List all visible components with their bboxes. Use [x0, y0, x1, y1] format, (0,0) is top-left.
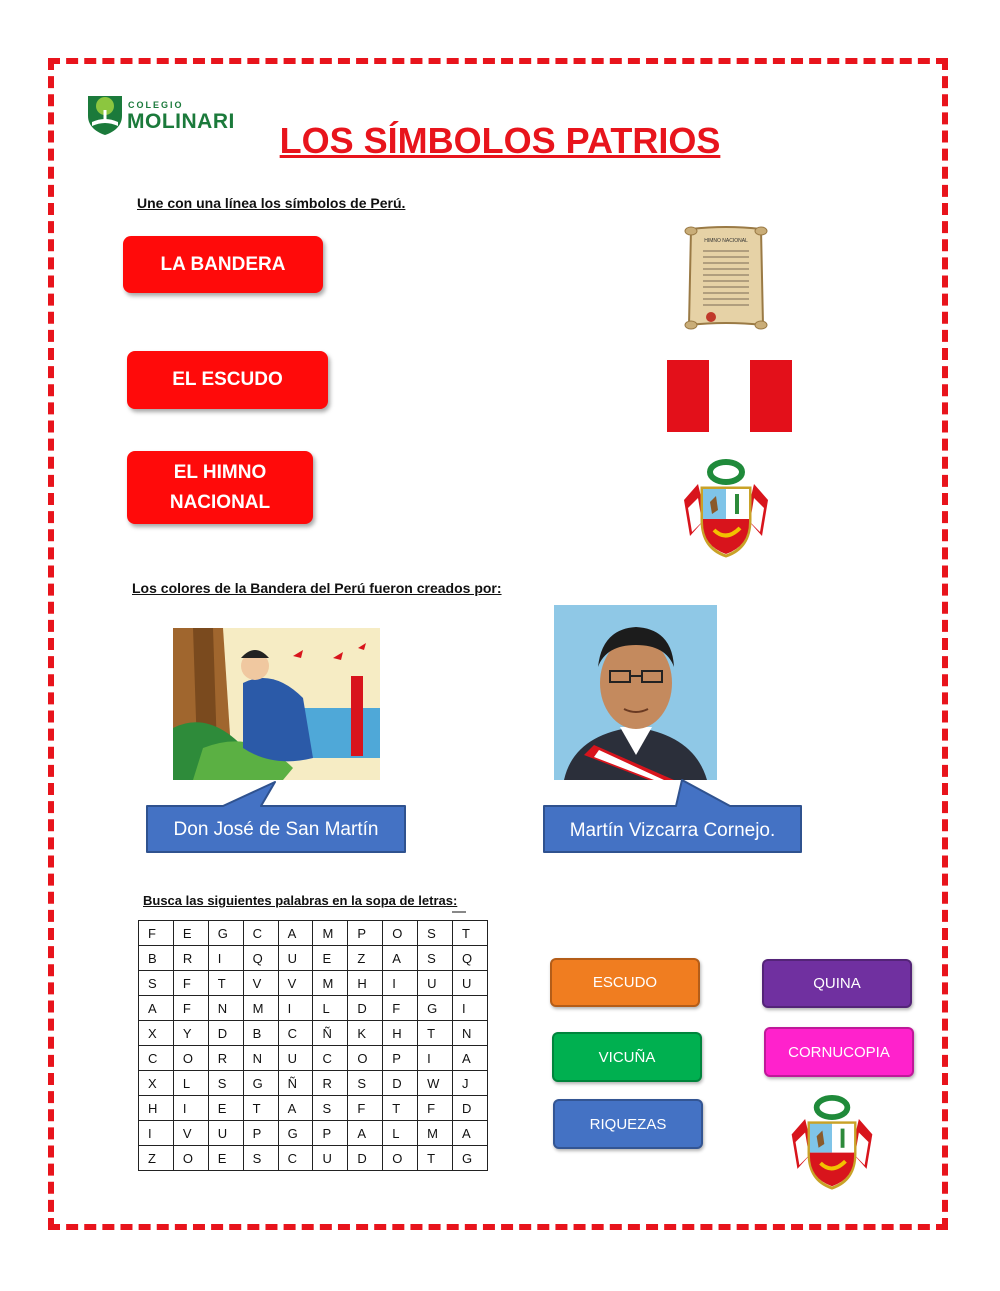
label-text: LA BANDERA [160, 253, 286, 275]
matching-instruction: Une con una línea los símbolos de Perú. [137, 195, 406, 211]
grid-cell[interactable]: J [453, 1071, 488, 1096]
grid-cell[interactable]: C [278, 1021, 313, 1046]
grid-cell[interactable]: V [173, 1121, 208, 1146]
grid-cell[interactable]: D [348, 996, 383, 1021]
grid-cell[interactable]: A [348, 1121, 383, 1146]
grid-cell[interactable]: H [348, 971, 383, 996]
word-label: QUINA [813, 975, 861, 992]
grid-cell[interactable]: M [243, 996, 278, 1021]
grid-cell[interactable]: Y [173, 1021, 208, 1046]
grid-cell[interactable]: L [173, 1071, 208, 1096]
grid-cell[interactable]: C [313, 1046, 348, 1071]
grid-cell[interactable]: D [348, 1146, 383, 1171]
grid-cell[interactable]: U [313, 1146, 348, 1171]
flag-creator-question: Los colores de la Bandera del Perú fueron creados por: [132, 580, 502, 596]
grid-cell[interactable]: T [453, 921, 488, 946]
grid-row [139, 1146, 488, 1171]
grid-cell[interactable]: F [418, 1096, 453, 1121]
word-cornucopia[interactable] [764, 1027, 914, 1077]
grid-cell[interactable]: T [243, 1096, 278, 1121]
grid-cell[interactable]: U [278, 1046, 313, 1071]
coat-of-arms-icon[interactable] [676, 458, 776, 560]
grid-cell[interactable]: P [383, 1046, 418, 1071]
grid-cell[interactable]: E [173, 921, 208, 946]
word-search-instruction: Busca las siguientes palabras en la sopa de letras: [143, 893, 458, 908]
grid-cell[interactable]: U [278, 946, 313, 971]
grid-cell[interactable]: U [208, 1121, 243, 1146]
grid-cell[interactable]: P [313, 1121, 348, 1146]
label-el-himno-nacional[interactable] [127, 451, 313, 524]
grid-cell[interactable]: I [173, 1096, 208, 1121]
san-martin-illustration[interactable] [173, 628, 380, 780]
grid-cell[interactable]: E [208, 1096, 243, 1121]
grid-cell[interactable]: I [453, 996, 488, 1021]
grid-cell[interactable]: U [453, 971, 488, 996]
page-title: LOS SÍMBOLOS PATRIOS [279, 120, 721, 161]
grid-cell[interactable]: T [418, 1021, 453, 1046]
grid-cell[interactable]: O [383, 921, 418, 946]
grid-row [139, 971, 488, 996]
logo-name: MOLINARI [127, 110, 235, 133]
grid-cell[interactable]: A [278, 921, 313, 946]
grid-cell[interactable]: F [383, 996, 418, 1021]
grid-cell[interactable]: R [313, 1071, 348, 1096]
word-label: RIQUEZAS [589, 1115, 667, 1133]
grid-cell[interactable]: W [418, 1071, 453, 1096]
grid-cell[interactable]: X [139, 1071, 174, 1096]
grid-cell[interactable]: A [278, 1096, 313, 1121]
grid-cell[interactable]: P [348, 921, 383, 946]
grid-cell[interactable]: A [453, 1046, 488, 1071]
word-escudo[interactable] [550, 958, 700, 1007]
logo-small-text: COLEGIO [128, 100, 184, 110]
grid-cell[interactable]: G [418, 996, 453, 1021]
grid-cell[interactable]: S [139, 971, 174, 996]
grid-cell[interactable]: O [383, 1146, 418, 1171]
grid-cell[interactable]: Z [348, 946, 383, 971]
grid-cell[interactable]: C [139, 1046, 174, 1071]
grid-cell[interactable]: A [453, 1121, 488, 1146]
grid-cell[interactable]: I [208, 946, 243, 971]
grid-cell[interactable]: A [383, 946, 418, 971]
grid-cell[interactable]: C [243, 921, 278, 946]
word-search-grid[interactable] [138, 920, 488, 1171]
word-label: CORNUCOPIA [788, 1043, 890, 1061]
grid-cell[interactable]: B [139, 946, 174, 971]
grid-cell[interactable]: E [208, 1146, 243, 1171]
grid-cell[interactable]: V [243, 971, 278, 996]
grid-cell[interactable]: I [418, 1046, 453, 1071]
grid-row [139, 1071, 488, 1096]
word-label: VICUÑA [598, 1048, 656, 1066]
grid-cell[interactable]: P [243, 1121, 278, 1146]
grid-cell[interactable]: I [383, 971, 418, 996]
grid-cell[interactable]: Ñ [278, 1071, 313, 1096]
grid-cell[interactable]: V [278, 971, 313, 996]
grid-cell[interactable]: Z [139, 1146, 174, 1171]
label-la-bandera[interactable] [123, 236, 323, 293]
grid-cell[interactable]: O [173, 1046, 208, 1071]
label-text-line1: EL HIMNO [173, 461, 267, 483]
grid-cell[interactable]: F [139, 921, 174, 946]
grid-cell[interactable]: M [313, 921, 348, 946]
grid-row [139, 1121, 488, 1146]
grid-row [139, 921, 488, 946]
grid-cell[interactable]: U [418, 971, 453, 996]
grid-cell[interactable]: L [383, 1121, 418, 1146]
grid-cell[interactable]: G [278, 1121, 313, 1146]
anthem-scroll-image[interactable] [683, 225, 769, 340]
grid-cell[interactable]: N [453, 1021, 488, 1046]
word-quina[interactable] [762, 959, 912, 1008]
grid-cell[interactable]: T [383, 1096, 418, 1121]
peru-flag-icon[interactable] [667, 360, 792, 432]
grid-cell[interactable]: B [243, 1021, 278, 1046]
mark-dash [452, 911, 466, 913]
word-vicuna[interactable] [552, 1032, 702, 1082]
grid-cell[interactable]: D [383, 1071, 418, 1096]
grid-row [139, 1046, 488, 1071]
scroll-heading: HIMNO NACIONAL [704, 238, 748, 244]
grid-cell[interactable]: S [418, 946, 453, 971]
grid-cell[interactable]: L [313, 996, 348, 1021]
grid-cell[interactable]: Ñ [313, 1021, 348, 1046]
grid-cell[interactable]: R [208, 1046, 243, 1071]
vizcarra-illustration[interactable] [554, 605, 717, 780]
grid-cell[interactable]: H [139, 1096, 174, 1121]
grid-cell[interactable]: R [173, 946, 208, 971]
grid-cell[interactable]: H [383, 1021, 418, 1046]
grid-cell[interactable]: M [418, 1121, 453, 1146]
grid-cell[interactable]: I [278, 996, 313, 1021]
grid-cell[interactable]: F [348, 1096, 383, 1121]
grid-cell[interactable]: S [418, 921, 453, 946]
word-riquezas[interactable] [553, 1099, 703, 1149]
grid-cell[interactable]: S [313, 1096, 348, 1121]
grid-cell[interactable]: T [418, 1146, 453, 1171]
grid-cell[interactable]: K [348, 1021, 383, 1046]
grid-row [139, 946, 488, 971]
grid-cell[interactable]: E [313, 946, 348, 971]
grid-cell[interactable]: O [348, 1046, 383, 1071]
grid-cell[interactable]: F [173, 996, 208, 1021]
grid-cell[interactable]: X [139, 1021, 174, 1046]
grid-cell[interactable]: O [173, 1146, 208, 1171]
option-vizcarra[interactable] [540, 810, 805, 852]
label-text-line2: NACIONAL [169, 491, 271, 513]
label-el-escudo[interactable] [127, 351, 328, 409]
grid-cell[interactable]: M [313, 971, 348, 996]
coat-of-arms-icon [784, 1088, 880, 1198]
grid-cell[interactable]: N [208, 996, 243, 1021]
grid-cell[interactable]: Q [453, 946, 488, 971]
grid-cell[interactable]: I [139, 1121, 174, 1146]
word-label: ESCUDO [592, 974, 658, 991]
grid-cell[interactable]: S [208, 1071, 243, 1096]
grid-cell[interactable]: G [243, 1071, 278, 1096]
grid-row [139, 1096, 488, 1121]
grid-row [139, 996, 488, 1021]
grid-cell[interactable]: D [208, 1021, 243, 1046]
grid-cell[interactable]: Q [243, 946, 278, 971]
option-text: Martín Vizcarra Cornejo. [569, 820, 776, 841]
grid-cell[interactable]: A [139, 996, 174, 1021]
grid-cell[interactable]: C [278, 1146, 313, 1171]
grid-cell[interactable]: G [453, 1146, 488, 1171]
option-san-martin[interactable] [143, 810, 409, 850]
grid-cell[interactable]: T [208, 971, 243, 996]
grid-cell[interactable]: D [453, 1096, 488, 1121]
grid-cell[interactable]: G [208, 921, 243, 946]
grid-cell[interactable]: N [243, 1046, 278, 1071]
option-text: Don José de San Martín [173, 819, 379, 840]
grid-cell[interactable]: S [348, 1071, 383, 1096]
grid-cell[interactable]: F [173, 971, 208, 996]
label-text: EL ESCUDO [172, 369, 283, 390]
grid-row [139, 1021, 488, 1046]
grid-cell[interactable]: S [243, 1146, 278, 1171]
